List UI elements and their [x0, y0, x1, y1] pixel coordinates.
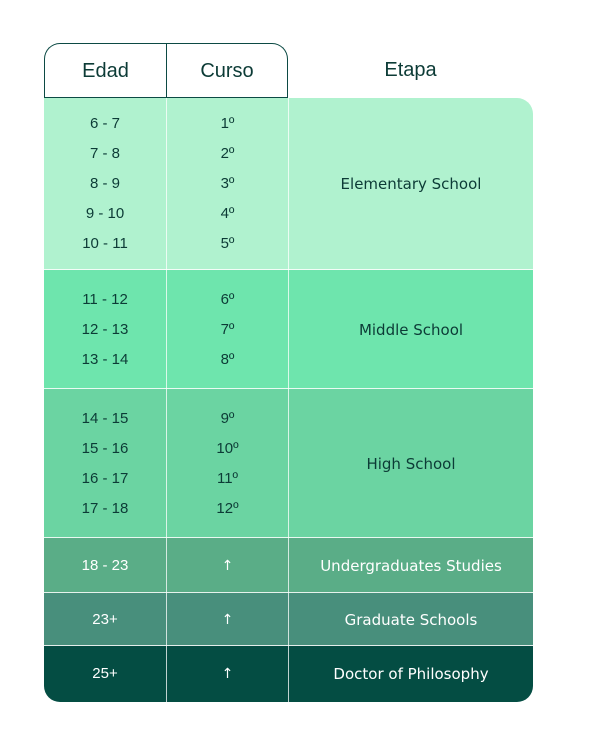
edad-value: 11 - 12 [82, 290, 128, 308]
curso-value: 6º [220, 290, 235, 308]
stage-group [44, 538, 533, 593]
stage-label: Undergraduates Studies [320, 556, 502, 575]
etapa-cell [288, 538, 533, 593]
edad-value: 12 - 13 [81, 320, 129, 338]
stage-label: Middle School [358, 320, 464, 339]
stage-label: Elementary School [340, 175, 482, 193]
edad-cell [44, 593, 166, 646]
edad-cell [44, 538, 166, 593]
education-stages-table [44, 43, 533, 702]
curso-cell [166, 538, 288, 593]
stage-group [44, 646, 533, 702]
edad-cell [44, 270, 166, 389]
curso-value: 11º [216, 469, 239, 487]
curso-value: 2º [220, 145, 235, 162]
curso-cell [166, 593, 288, 646]
edad-value: 25+ [92, 665, 118, 682]
stage-group [44, 593, 533, 646]
edad-value: 9 - 10 [85, 205, 125, 222]
curso-value: 4º [220, 205, 235, 222]
curso-cell [166, 98, 288, 270]
edad-cell [44, 389, 166, 538]
edad-value: 16 - 17 [81, 469, 129, 487]
edad-value: 8 - 9 [89, 175, 120, 192]
edad-cell [44, 646, 166, 702]
curso-value: 9º [220, 409, 235, 427]
curso-cell [166, 646, 288, 702]
etapa-cell [288, 646, 533, 702]
stage-group [44, 389, 533, 538]
header-etapa: Etapa [384, 59, 437, 81]
edad-value: 10 - 11 [82, 235, 128, 252]
curso-value: 1º [220, 115, 235, 132]
curso-cell [166, 389, 288, 538]
curso-value: 3º [220, 175, 235, 192]
curso-value: 5º [220, 235, 235, 252]
stage-group [44, 98, 533, 270]
edad-value: 18 - 23 [81, 556, 129, 574]
edad-value: 6 - 7 [89, 115, 120, 132]
arrow-up-icon: ↑ [221, 666, 234, 682]
edad-value: 17 - 18 [81, 499, 129, 517]
stage-group [44, 270, 533, 389]
curso-cell [166, 270, 288, 389]
etapa-cell [288, 270, 533, 389]
edad-value: 13 - 14 [81, 350, 129, 368]
header-edad: Edad [44, 43, 166, 98]
curso-value: 8º [220, 350, 235, 368]
arrow-up-icon: ↑ [221, 611, 234, 628]
curso-value: 12º [216, 499, 239, 517]
table-body [44, 98, 533, 702]
stage-label: Graduate Schools [344, 610, 478, 629]
header-curso: Curso [166, 43, 288, 98]
curso-value: 7º [220, 320, 235, 338]
edad-value: 7 - 8 [89, 145, 120, 162]
stage-label: Doctor of Philosophy [333, 665, 489, 683]
edad-value: 23+ [92, 610, 118, 628]
edad-cell [44, 98, 166, 270]
arrow-up-icon: ↑ [221, 557, 234, 574]
etapa-cell [288, 98, 533, 270]
curso-value: 10º [216, 439, 239, 457]
etapa-cell [288, 593, 533, 646]
edad-value: 15 - 16 [81, 439, 129, 457]
stage-label: High School [366, 454, 456, 473]
etapa-cell [288, 389, 533, 538]
edad-value: 14 - 15 [81, 409, 129, 427]
